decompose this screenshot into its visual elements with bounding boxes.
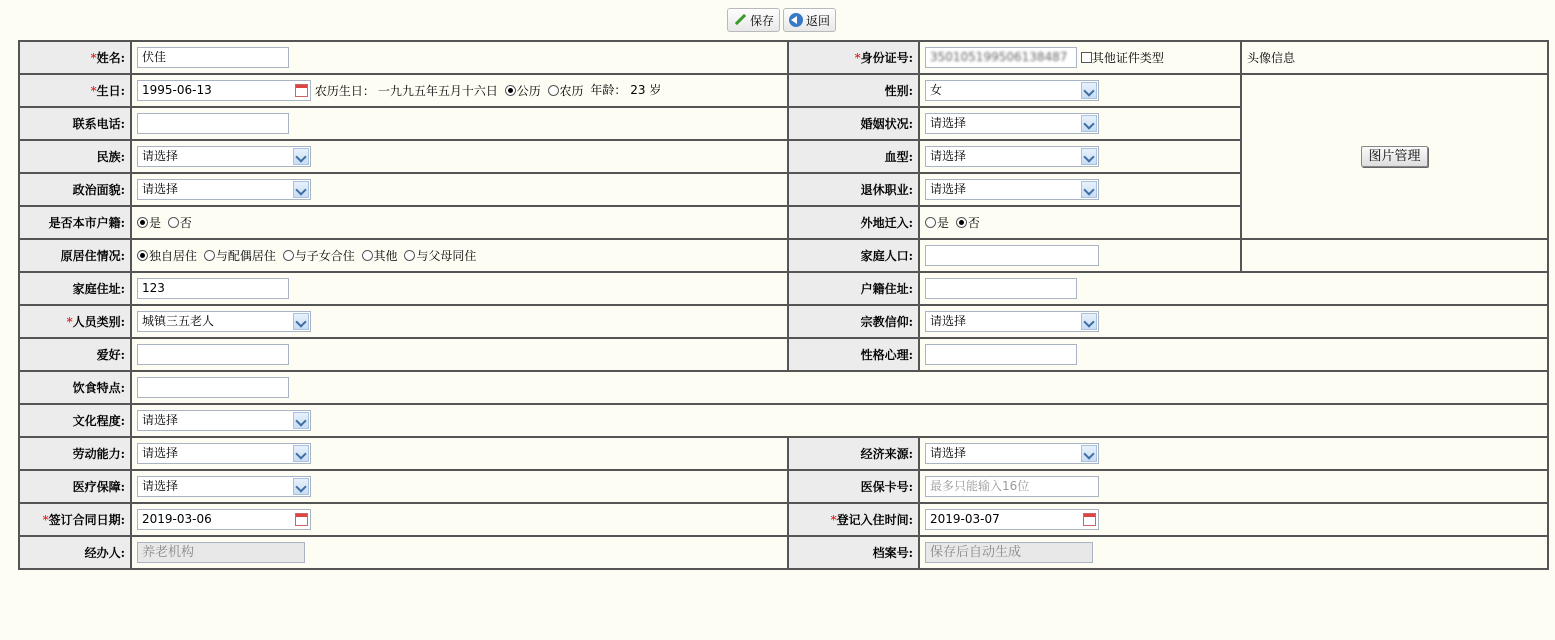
handler-input: 养老机构: [137, 542, 305, 563]
personality-input[interactable]: [925, 344, 1077, 365]
local-hukou-no-radio[interactable]: [168, 217, 179, 228]
family-size-input[interactable]: [925, 245, 1099, 266]
toolbar: [727, 8, 836, 34]
diet-label: 饮食特点:: [19, 371, 131, 404]
lunar-label: 农历: [559, 84, 584, 98]
living-option-radio[interactable]: [283, 250, 294, 261]
birthday-label: *生日:: [19, 74, 131, 107]
labor-select[interactable]: 请选择: [137, 443, 311, 464]
living-option-radio[interactable]: [204, 250, 215, 261]
calendar-icon[interactable]: [1083, 513, 1096, 526]
living-option-radio[interactable]: [404, 250, 415, 261]
back-button[interactable]: [783, 8, 836, 32]
birthday-input[interactable]: 1995-06-13: [137, 80, 311, 101]
name-label: *姓名:: [19, 41, 131, 74]
income-label: 经济来源:: [788, 437, 919, 470]
religion-label: 宗教信仰:: [788, 305, 919, 338]
phone-input[interactable]: [137, 113, 289, 134]
living-option-radio[interactable]: [137, 250, 148, 261]
moved-in-no-label: 否: [967, 216, 980, 230]
chevron-down-icon: [1081, 445, 1097, 462]
ethnicity-select[interactable]: 请选择: [137, 146, 311, 167]
contract-date-input[interactable]: 2019-03-06: [137, 509, 311, 530]
save-button[interactable]: [727, 8, 780, 32]
education-label: 文化程度:: [19, 404, 131, 437]
insurance-no-input[interactable]: 最多只能输入16位: [925, 476, 1099, 497]
moved-in-no-radio[interactable]: [956, 217, 967, 228]
living-option-label: 与父母同住: [416, 249, 477, 263]
chevron-down-icon: [1081, 115, 1097, 132]
living-option-label: 与配偶居住: [215, 249, 276, 263]
back-arrow-icon: [789, 13, 803, 27]
age-value: 23: [630, 83, 646, 97]
age-label: 年龄：: [590, 83, 627, 97]
labor-label: 劳动能力:: [19, 437, 131, 470]
living-option-label: 独自居住: [149, 249, 198, 263]
home-addr-input[interactable]: 123: [137, 278, 289, 299]
chevron-down-icon: [1081, 313, 1097, 330]
handler-label: 经办人:: [19, 536, 131, 569]
photo-manage-button[interactable]: 图片管理: [1361, 146, 1427, 167]
local-hukou-yes-label: 是: [149, 216, 162, 230]
ethnicity-label: 民族:: [19, 140, 131, 173]
gender-label: 性别:: [788, 74, 919, 107]
id-card-label: *身份证号:: [788, 41, 919, 74]
living-option-label: 其他: [373, 249, 398, 263]
income-select[interactable]: 请选择: [925, 443, 1099, 464]
phone-label: 联系电话:: [19, 107, 131, 140]
avatar-area: [1241, 74, 1548, 239]
gender-select[interactable]: 女: [925, 80, 1099, 101]
chevron-down-icon: [293, 445, 309, 462]
solar-label: 公历: [516, 84, 541, 98]
politics-select[interactable]: 请选择: [137, 179, 311, 200]
contract-date-label: *签订合同日期:: [19, 503, 131, 536]
local-hukou-no-label: 否: [179, 216, 192, 230]
hobby-label: 爱好:: [19, 338, 131, 371]
chevron-down-icon: [293, 478, 309, 495]
chevron-down-icon: [1081, 82, 1097, 99]
id-card-input[interactable]: 350105199506138487: [925, 47, 1077, 68]
hobby-input[interactable]: [137, 344, 289, 365]
name-input[interactable]: 伏佳: [137, 47, 289, 68]
education-select[interactable]: 请选择: [137, 410, 311, 431]
living-option-radio[interactable]: [362, 250, 373, 261]
moved-in-yes-label: 是: [937, 216, 950, 230]
chevron-down-icon: [293, 181, 309, 198]
archive-no-label: 档案号:: [788, 536, 919, 569]
age-unit: 岁: [649, 83, 662, 97]
lunar-prefix: 农历生日：: [314, 84, 375, 98]
marriage-select[interactable]: 请选择: [925, 113, 1099, 134]
blood-label: 血型:: [788, 140, 919, 173]
retired-job-label: 退休职业:: [788, 173, 919, 206]
back-label: 返回: [806, 13, 831, 28]
politics-label: 政治面貌:: [19, 173, 131, 206]
moved-in-yes-radio[interactable]: [925, 217, 936, 228]
lunar-radio[interactable]: [548, 85, 559, 96]
marriage-label: 婚姻状况:: [788, 107, 919, 140]
chevron-down-icon: [293, 313, 309, 330]
blood-select[interactable]: 请选择: [925, 146, 1099, 167]
other-id-checkbox[interactable]: [1081, 52, 1092, 63]
retired-job-select[interactable]: 请选择: [925, 179, 1099, 200]
chevron-down-icon: [1081, 148, 1097, 165]
personality-label: 性格心理:: [788, 338, 919, 371]
local-hukou-yes-radio[interactable]: [137, 217, 148, 228]
calendar-icon[interactable]: [295, 84, 308, 97]
calendar-icon[interactable]: [295, 513, 308, 526]
chevron-down-icon: [1081, 181, 1097, 198]
home-addr-label: 家庭住址:: [19, 272, 131, 305]
checkin-time-input[interactable]: 2019-03-07: [925, 509, 1099, 530]
hukou-addr-label: 户籍住址:: [788, 272, 919, 305]
insurance-no-label: 医保卡号:: [788, 470, 919, 503]
solar-radio[interactable]: [505, 85, 516, 96]
local-hukou-label: 是否本市户籍:: [19, 206, 131, 239]
category-select[interactable]: 城镇三五老人: [137, 311, 311, 332]
checkin-time-label: *登记入住时间:: [788, 503, 919, 536]
chevron-down-icon: [293, 412, 309, 429]
living-label: 原居住情况:: [19, 239, 131, 272]
medical-label: 医疗保障:: [19, 470, 131, 503]
medical-select[interactable]: 请选择: [137, 476, 311, 497]
save-label: 保存: [750, 13, 775, 28]
hukou-addr-input[interactable]: [925, 278, 1077, 299]
pencil-icon: [733, 13, 747, 27]
living-option-label: 与子女合住: [294, 249, 355, 263]
archive-no-input: 保存后自动生成: [925, 542, 1093, 563]
avatar-label: 头像信息: [1241, 41, 1548, 74]
family-size-label: 家庭人口:: [788, 239, 919, 272]
elder-info-form: [18, 40, 1549, 570]
lunar-birthday: 一九九五年五月十六日: [377, 84, 498, 98]
diet-input[interactable]: [137, 377, 289, 398]
category-label: *人员类别:: [19, 305, 131, 338]
other-id-label: 其他证件类型: [1091, 51, 1164, 65]
chevron-down-icon: [293, 148, 309, 165]
moved-in-label: 外地迁入:: [788, 206, 919, 239]
religion-select[interactable]: 请选择: [925, 311, 1099, 332]
